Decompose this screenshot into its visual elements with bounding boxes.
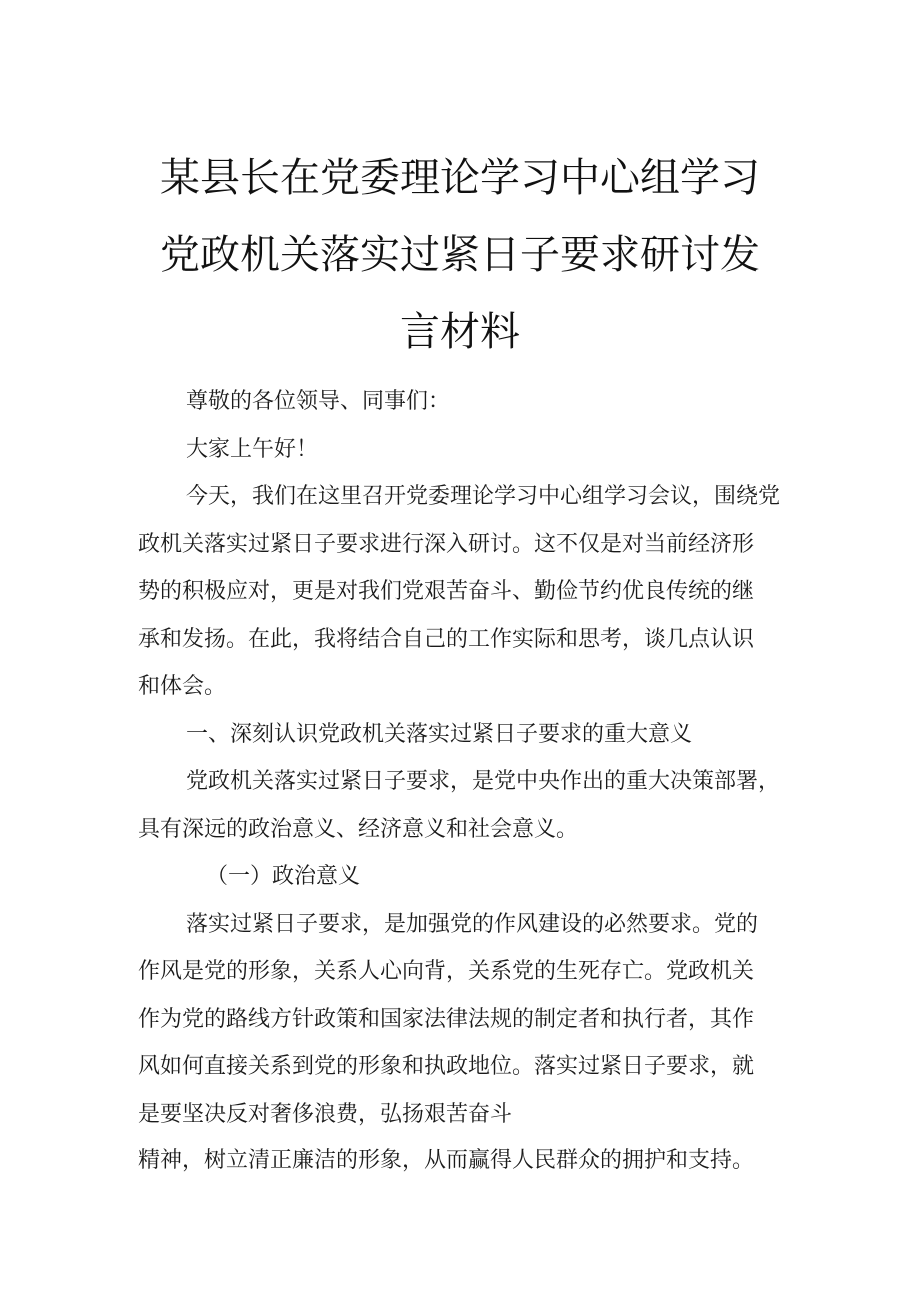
document-title (100, 140, 820, 371)
intro-line-5: 和体会。 (138, 674, 227, 699)
document-body (138, 378, 798, 1172)
political-line-2: 作风是党的形象，关系人心向背，关系党的生死存亡。党政机关 (138, 959, 755, 984)
intro-line-1: 今天，我们在这里召开党委理论学习中心组学习会议，围绕党 (186, 484, 781, 509)
subsection-heading-1: （一）政治意义 (206, 864, 361, 889)
political-line-1: 落实过紧日子要求，是加强党的作风建设的必然要求。党的 (186, 911, 759, 937)
intro-line-2: 政机关落实过紧日子要求进行深入研讨。这不仅是对当前经济形 (138, 531, 755, 557)
section-1-line-2: 具有深远的政治意义、经济意义和社会意义。 (138, 816, 579, 842)
section-1-line-1: 党政机关落实过紧日子要求，是党中央作出的重大决策部署， (186, 769, 781, 794)
political-line-4: 风如何直接关系到党的形象和执政地位。落实过紧日子要求，就 (138, 1054, 755, 1079)
political-line-6: 精神，树立清正廉洁的形象，从而赢得人民群众的拥护和支持。 (138, 1148, 755, 1173)
section-heading-1: 一、深刻认识党政机关落实过紧日子要求的重大意义 (186, 721, 693, 747)
title-line-3: 言材料 (400, 309, 520, 355)
title-line-2: 党政机关落实过紧日子要求研讨发 (160, 232, 760, 278)
greeting: 大家上午好！ (186, 436, 319, 462)
political-line-5: 是要坚决反对奢侈浪费，弘扬艰苦奋斗 (138, 1101, 513, 1127)
political-line-3: 作为党的路线方针政策和国家法律法规的制定者和执行者，其作 (138, 1006, 755, 1032)
intro-line-4: 承和发扬。在此，我将结合自己的工作实际和思考，谈几点认识 (138, 626, 755, 652)
salutation: 尊敬的各位领导、同事们： (186, 389, 451, 414)
intro-line-3: 势的积极应对，更是对我们党艰苦奋斗、勤俭节约优良传统的继 (138, 579, 755, 604)
title-line-1: 某县长在党委理论学习中心组学习 (160, 155, 760, 201)
